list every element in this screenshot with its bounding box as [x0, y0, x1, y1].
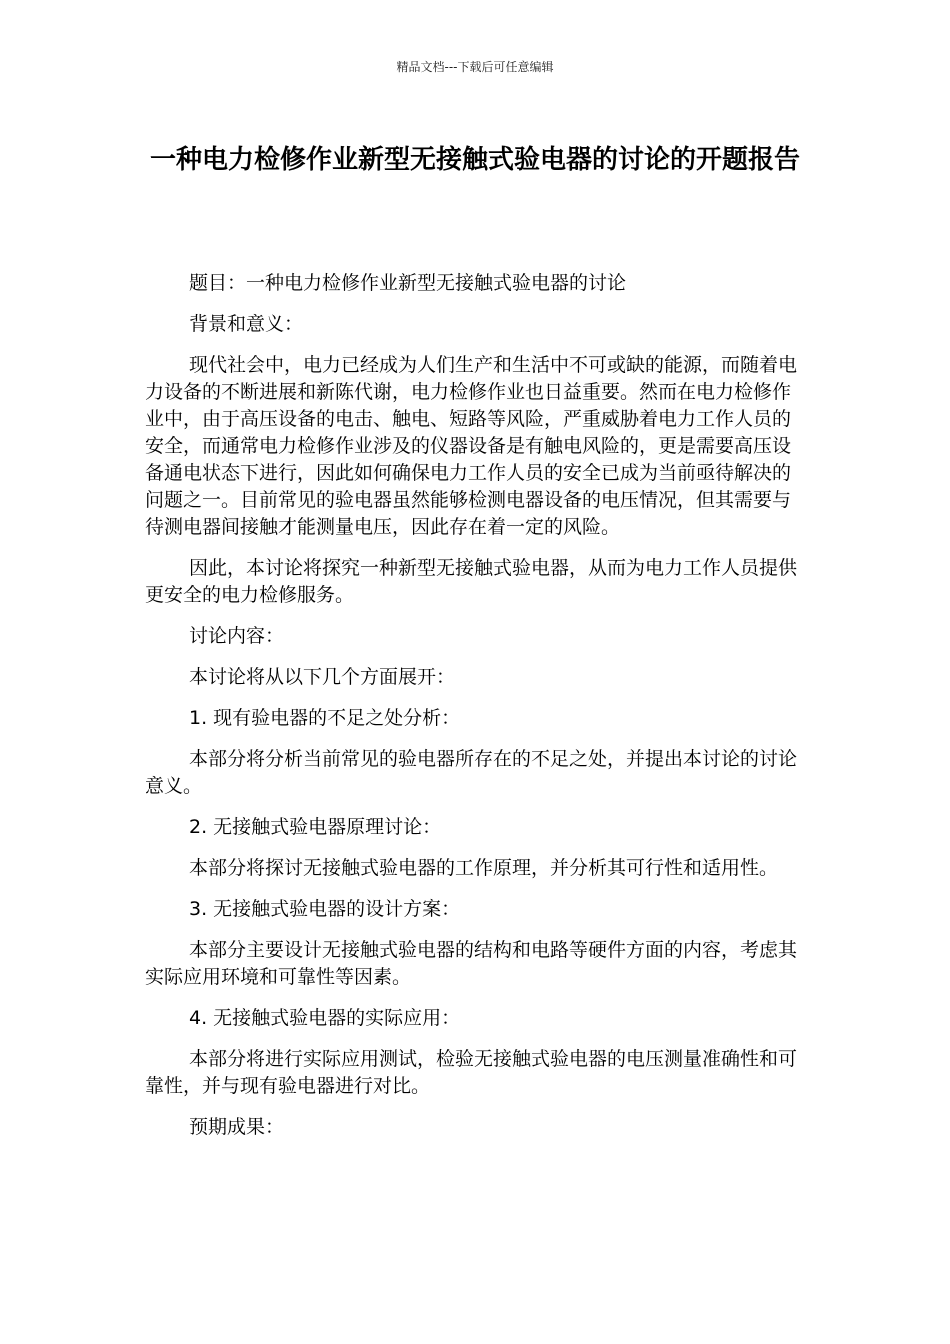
section-heading-content: 讨论内容：: [189, 625, 285, 647]
list-item-heading-2: 2. 无接触式验电器原理讨论：: [189, 816, 442, 838]
header-note: 精品文档---下载后可任意编辑: [396, 60, 554, 74]
list-item-heading-1: 1. 现有验电器的不足之处分析：: [189, 707, 461, 729]
document-body: [145, 270, 800, 1155]
list-item-body-3: 本部分主要设计无接触式验电器的结构和电路等硬件方面的内容，考虑其实际应用环境和可靠性等因素。: [145, 939, 798, 988]
list-item-body-2: 本部分将探讨无接触式验电器的工作原理，并分析其可行性和适用性。: [189, 857, 779, 879]
paragraph-purpose: 因此，本讨论将探究一种新型无接触式验电器，从而为电力工作人员提供更安全的电力检修服务。: [145, 557, 798, 606]
list-item-heading-4: 4. 无接触式验电器的实际应用：: [189, 1007, 461, 1029]
paragraph-intro: 本讨论将从以下几个方面展开：: [189, 666, 456, 688]
section-heading-background: 背景和意义：: [189, 313, 304, 335]
topic-line: 题目：一种电力检修作业新型无接触式验电器的讨论: [189, 272, 627, 294]
document-title: 一种电力检修作业新型无接触式验电器的讨论的开题报告: [149, 145, 800, 175]
list-item-heading-3: 3. 无接触式验电器的设计方案：: [189, 898, 461, 920]
section-heading-results: 预期成果：: [189, 1116, 285, 1138]
list-item-body-1: 本部分将分析当前常见的验电器所存在的不足之处，并提出本讨论的讨论意义。: [145, 748, 798, 797]
paragraph-background: 现代社会中，电力已经成为人们生产和生活中不可或缺的能源，而随着电力设备的不断进展和新陈代谢，电力检修作业也日益重要。然而在电力检修作业中，由于高压设备的电击、触电、短路等风险，严重威胁着电力工作人员的安全，而通常电力检修作业涉及的仪器设备是有触电风险的，更是需要高压设备通电状态下进行，因此如何确保电力工作人员的安全已成为当前亟待解决的问题之一。目前常见的验电器虽然能够检测电器设备的电压情况，但其需要与待测电器间接触才能测量电压，因此存在着一定的风险。: [145, 354, 798, 538]
list-item-body-4: 本部分将进行实际应用测试，检验无接触式验电器的电压测量准确性和可靠性，并与现有验电器进行对比。: [145, 1048, 798, 1097]
